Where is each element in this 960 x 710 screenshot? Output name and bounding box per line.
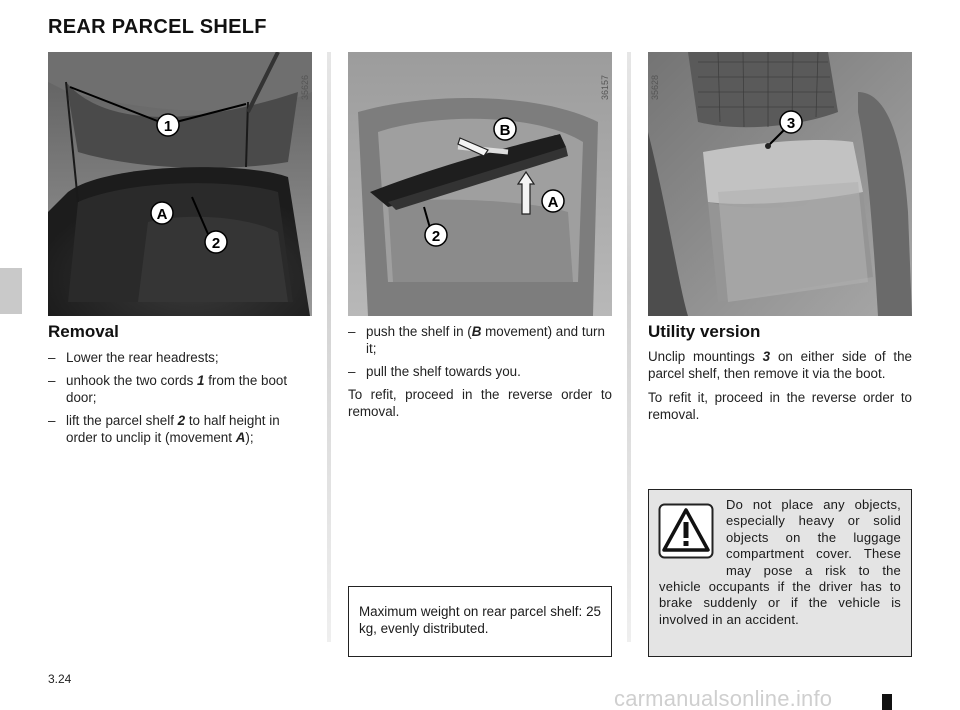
column-divider [627, 52, 631, 642]
refit-text: To refit, proceed in the reverse order to removal. [348, 387, 612, 419]
page-number: 3.24 [48, 672, 72, 686]
list-item: – push the shelf in (B movement) and turn it; [348, 324, 605, 356]
callout-1-label: 1 [163, 118, 173, 135]
utility-paragraph: Unclip mountings 3 on either side of the parcel shelf, then remove it via the boot. [648, 349, 912, 381]
warning-box [648, 489, 912, 657]
figure-removal-cords [48, 52, 312, 316]
callout-a-label: A [156, 206, 168, 223]
figure-utility-version [648, 52, 912, 316]
middle-steps [348, 323, 612, 427]
removal-heading: Removal [48, 322, 119, 341]
list-item: – lift the parcel shelf 2 to half height in order to unclip it (movement A); [48, 413, 280, 445]
figure-ref-code: 35628 [650, 74, 660, 100]
warning-text: Do not place any objects, especially heavy or solid objects on the luggage compartment cover. These may pose a risk to the vehicle occupants if the driver has to brake suddenly or if the vehicle is involved in an accident. [659, 497, 901, 627]
warning-triangle-icon [658, 503, 714, 559]
callout-b-label: B [499, 122, 511, 139]
watermark: carmanualsonline.info [614, 686, 833, 710]
list-item: – unhook the two cords 1 from the boot door; [48, 373, 288, 405]
figure-ref-code: 36157 [600, 74, 610, 100]
callout-a-label: A [547, 194, 559, 211]
figure-ref-code: 35626 [300, 74, 310, 100]
callout-2-label: 2 [431, 228, 441, 245]
corner-mark [882, 694, 892, 710]
callout-3-label: 3 [786, 115, 796, 132]
list-item: – Lower the rear headrests; [48, 350, 219, 365]
removal-steps [48, 349, 312, 452]
page-title: REAR PARCEL SHELF [48, 16, 267, 38]
list-item: – pull the shelf towards you. [348, 364, 521, 379]
utility-refit-paragraph: To refit it, proceed in the reverse order to removal. [648, 390, 912, 422]
max-weight-note: Maximum weight on rear parcel shelf: 25 kg, evenly distributed. [348, 586, 612, 657]
column-divider [327, 52, 331, 642]
chapter-side-tab [0, 268, 22, 314]
callout-2-label: 2 [211, 235, 221, 252]
utility-heading: Utility version [648, 322, 761, 341]
figure-removal-shelf [348, 52, 612, 316]
utility-text [648, 348, 912, 430]
